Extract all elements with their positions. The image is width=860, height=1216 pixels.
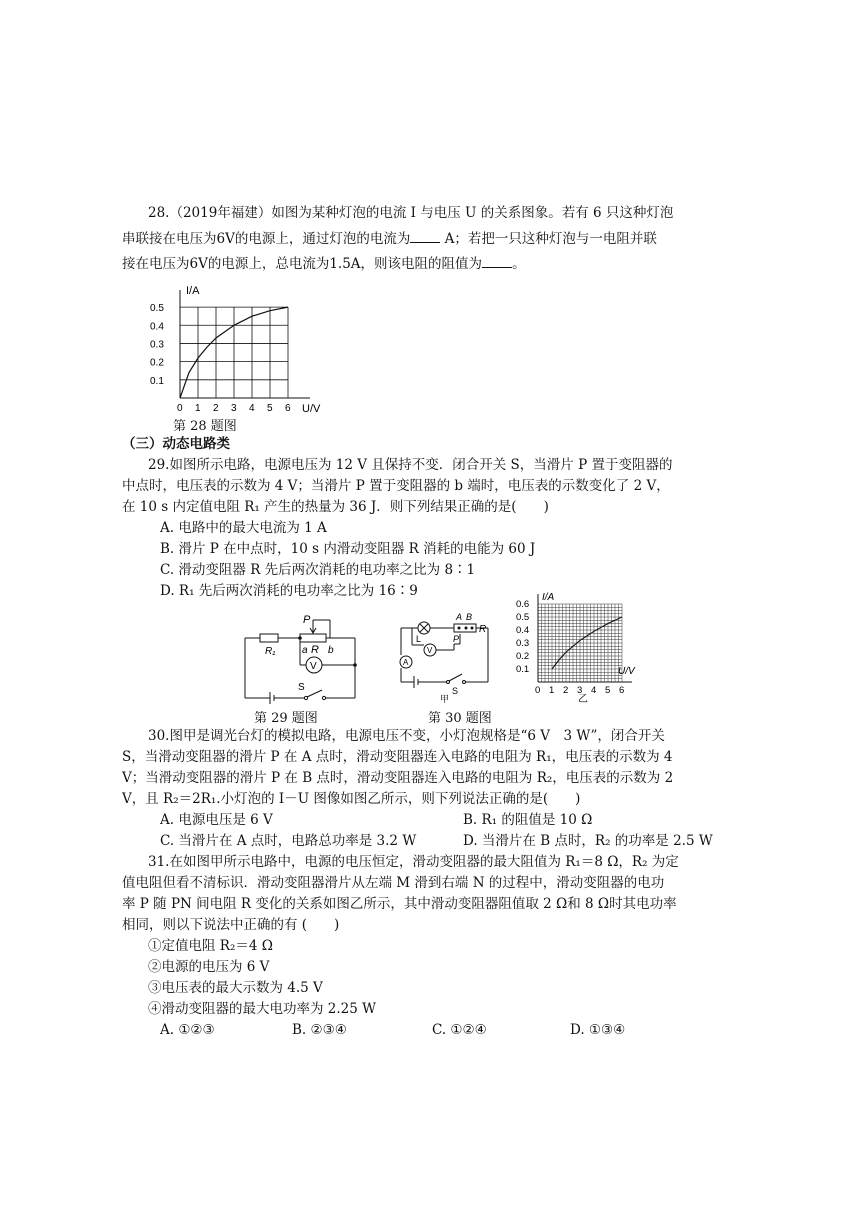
q30-option-a: A. 电源电压是 6 V <box>160 812 273 828</box>
q28-y-tick-label: 0.4 <box>150 321 164 333</box>
q28-line-1: 28.（2019年福建）如图为某种灯泡的电流 I 与电压 U 的关系图象。若有 6 只这种灯泡 <box>148 205 674 221</box>
q28-caption: 第 28 题图 <box>173 419 237 434</box>
q31-line-3: 率 P 随 PN 间电阻 R 变化的关系如图乙所示，其中滑动变阻器阻值取 2 Ω和 8 Ω时其电功率 <box>122 896 677 912</box>
q29-r1-resistor <box>260 634 278 642</box>
q28-line-2b: A；若把一只这种灯泡与一电阻并联 <box>440 231 657 247</box>
q31-item-2: ②电源的电压为 6 V <box>148 959 270 975</box>
q29-label-r1: R₁ <box>265 646 276 657</box>
q29-rheostat <box>300 634 326 642</box>
q28-x-tick-label: 5 <box>267 403 273 414</box>
q30-y-tick-label: 0.6 <box>516 599 530 610</box>
q29-caption: 第 29 题图 <box>254 711 318 726</box>
q28-line-3a: 接在电压为6V的电源上，总电流为1.5A，则该电阻的阻值为 <box>122 256 483 272</box>
q30-x-axis-label: U/V <box>618 666 635 677</box>
q31-option-a: A. ①②③ <box>160 1022 215 1038</box>
q28-tick-labels <box>150 285 321 415</box>
q30-grid <box>538 604 622 682</box>
q29-option-d: D. R₁ 先后两次消耗的电功率之比为 16∶9 <box>160 583 418 599</box>
q28-blank-2 <box>482 255 512 268</box>
q28-x-tick-label: 1 <box>195 403 201 414</box>
q30-y-tick-label: 0.3 <box>516 638 530 649</box>
q29-option-b: B. 滑片 P 在中点时，10 s 内滑动变阻器 R 消耗的电能为 60 J <box>160 541 536 557</box>
q29-label-v: V <box>310 661 317 672</box>
q30-label-a: A <box>456 612 463 622</box>
q30-label-p: P <box>453 634 460 644</box>
q28-x-tick-label: 6 <box>285 403 291 414</box>
q30-option-d: D. 当滑片在 B 点时，R₂ 的功率是 2.5 W <box>463 833 713 849</box>
q30-circuit-diagram <box>396 610 496 705</box>
q28-x-tick-label: 4 <box>249 403 255 414</box>
q30-label-s: S <box>452 686 459 696</box>
q29-label-s: S <box>298 682 305 693</box>
q30-line-1: 30.图甲是调光台灯的模拟电路，电源电压不变，小灯泡规格是“6 V 3 W”，闭合开关 <box>148 728 665 744</box>
q28-y-tick-label: 0.3 <box>150 339 164 351</box>
q30-line-2: S，当滑动变阻器的滑片 P 在 A 点时，滑动变阻器连入电路的电阻为 R₁，电压表的示数为 4 <box>122 749 673 765</box>
q28-axes <box>180 290 310 398</box>
q29-option-c: C. 滑动变阻器 R 先后两次消耗的电功率之比为 8∶1 <box>160 562 476 578</box>
q28-line-3 <box>122 255 526 272</box>
q30-option-c: C. 当滑片在 A 点时，电路总功率是 3.2 W <box>160 833 417 849</box>
q31-item-1: ①定值电阻 R₂＝4 Ω <box>148 938 273 954</box>
q28-x-axis-label: U/V <box>302 403 321 415</box>
q28-line-2 <box>122 230 657 247</box>
q30-y-axis-label: I/A <box>542 592 555 603</box>
q30-x-tick-label: 2 <box>563 685 569 696</box>
q31-line-2: 值电阻但看不清标识．滑动变阻器滑片从左端 M 滑到右端 N 的过程中，滑动变阻器的电功 <box>122 875 665 891</box>
q30-option-b: B. R₁ 的阻值是 10 Ω <box>463 812 593 828</box>
q30-y-tick-label: 0.2 <box>516 651 530 662</box>
q30-switch <box>449 674 462 681</box>
q30-x-tick-label: 5 <box>605 685 611 696</box>
q30-caption: 第 30 题图 <box>428 711 492 726</box>
q29-circuit-diagram <box>240 610 370 705</box>
q30-x-tick-label: 3 <box>577 685 583 696</box>
q29-label-b: b <box>328 645 334 656</box>
q28-y-axis-label: I/A <box>186 285 200 297</box>
q30-line-4: V，且 R₂＝2R₁.小灯泡的 I－U 图像如图乙所示，则下列说法正确的是( ) <box>122 791 581 807</box>
q31-option-c: C. ①②④ <box>432 1022 487 1038</box>
q31-option-b: B. ②③④ <box>292 1022 347 1038</box>
q30-y-tick-label: 0.1 <box>516 664 530 675</box>
q30-label-b: B <box>466 612 473 622</box>
q30-x-tick-label: 0 <box>535 685 541 696</box>
q30-x-tick-label: 4 <box>591 685 597 696</box>
q30-label-ammeter: A <box>403 658 409 667</box>
q28-grid <box>180 307 288 398</box>
q31-line-4: 相同，则以下说法中正确的有 ( ) <box>122 917 340 933</box>
q28-x-tick-label: 0 <box>177 403 183 414</box>
q30-x-tick-label: 1 <box>549 685 555 696</box>
q29-line-3: 在 10 s 内定值电阻 R₁ 产生的热量为 36 J．则下列结果正确的是( ) <box>122 499 549 515</box>
q28-line-2a: 串联接在电压为6V的电源上，通过灯泡的电流为 <box>122 231 411 247</box>
q30-line-3: V；当滑动变阻器的滑片 P 在 B 点时，滑动变阻器连入电路的电阻为 R₂，电压表的示数为 2 <box>122 770 674 786</box>
q29-label-p: P <box>303 614 311 626</box>
q31-option-d: D. ①③④ <box>570 1022 626 1038</box>
q30-label-jia: 甲 <box>440 694 450 704</box>
q28-x-tick-label: 3 <box>231 403 237 414</box>
q28-y-tick-label: 0.5 <box>150 303 164 315</box>
section-heading: （三）动态电路类 <box>122 436 230 452</box>
q29-line-1: 29.如图所示电路，电源电压为 12 V 且保持不变．闭合开关 S，当滑片 P 置于变阻器的 <box>148 457 673 473</box>
q30-y-tick-label: 0.5 <box>516 612 530 623</box>
q29-label-r: R <box>311 644 319 656</box>
q31-line-1: 31.在如图甲所示电路中，电源的电压恒定，滑动变阻器的最大阻值为 R₁＝8 Ω，R₂ 为定 <box>148 854 679 870</box>
q30-x-tick-label: 6 <box>619 685 625 696</box>
q28-line-3b: 。 <box>512 256 526 272</box>
q31-item-4: ④滑动变阻器的最大电功率为 2.25 W <box>148 1001 377 1017</box>
q28-y-tick-label: 0.2 <box>150 357 164 369</box>
q28-y-tick-label: 0.1 <box>150 375 164 387</box>
q28-x-tick-label: 2 <box>213 403 219 414</box>
q30-y-tick-label: 0.4 <box>516 625 530 636</box>
q30-label-l: L <box>416 634 422 644</box>
q29-option-a: A. 电路中的最大电流为 1 A <box>160 520 327 536</box>
q31-item-3: ③电压表的最大示数为 4.5 V <box>148 980 323 996</box>
q30-label-yi: 乙 <box>578 694 588 705</box>
q29-line-2: 中点时，电压表的示数为 4 V；当滑片 P 置于变阻器的 b 端时，电压表的示数变化了 2 V， <box>122 478 670 494</box>
q29-label-a: a <box>302 645 308 656</box>
q28-blank-1 <box>410 230 440 243</box>
q30-label-v: V <box>427 646 433 655</box>
q30-label-r: R <box>479 624 487 635</box>
q28-current-voltage-chart <box>148 280 338 420</box>
q29-switch <box>307 690 322 697</box>
q30-current-voltage-chart <box>512 590 657 705</box>
